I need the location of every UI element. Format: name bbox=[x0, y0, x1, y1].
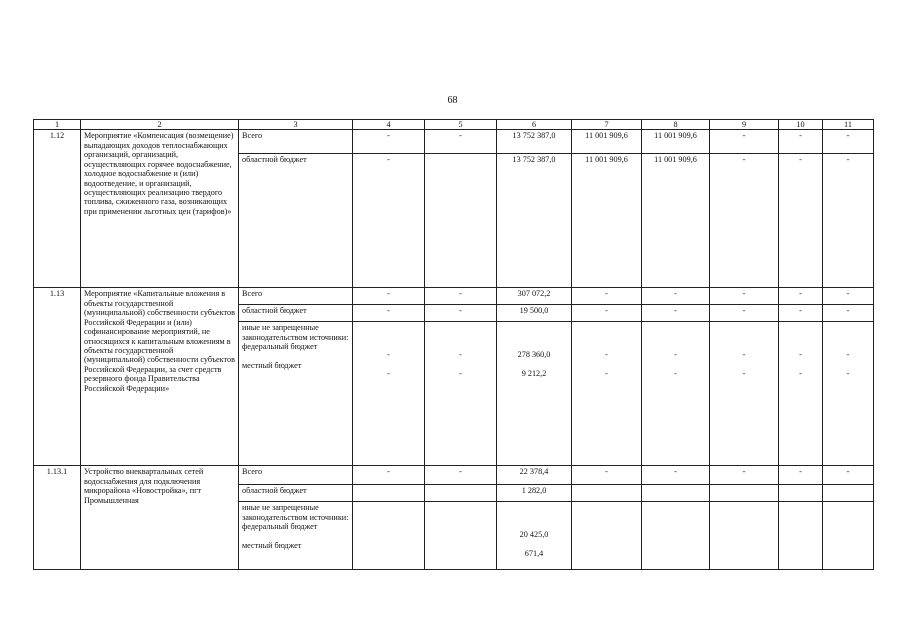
value-cell: - bbox=[353, 305, 425, 322]
value-cell: - bbox=[710, 288, 779, 305]
value-cell: - bbox=[642, 288, 710, 305]
source-label bbox=[239, 502, 353, 570]
financing-table bbox=[33, 119, 874, 570]
value-cell bbox=[823, 485, 874, 502]
value-cell: - bbox=[779, 154, 823, 288]
header-cell: 9 bbox=[710, 120, 779, 130]
source-label: областной бюджет bbox=[239, 305, 353, 322]
value-cell: - bbox=[425, 305, 497, 322]
value-cell: - bbox=[642, 466, 710, 485]
source-label: областной бюджет bbox=[239, 154, 353, 288]
local-label: местный бюджет bbox=[242, 360, 302, 370]
value-cell: - bbox=[425, 466, 497, 485]
value-cell: - bbox=[823, 154, 874, 288]
value-cell bbox=[823, 502, 874, 570]
header-cell: 11 bbox=[823, 120, 874, 130]
value-cell: 13 752 387,0 bbox=[497, 130, 572, 154]
local-label: местный бюджет bbox=[242, 540, 302, 550]
value-cell: - bbox=[823, 130, 874, 154]
value-cell: - bbox=[353, 288, 425, 305]
page-number: 68 bbox=[447, 95, 458, 106]
value-cell: 11 001 909,6 bbox=[572, 154, 642, 288]
other-sources-label: иные не запрещенные законодательством источники: bbox=[242, 323, 349, 342]
value-cell: - bbox=[779, 305, 823, 322]
source-label: Всего bbox=[239, 130, 353, 154]
value-cell: - - bbox=[572, 322, 642, 466]
value-cell: - bbox=[425, 288, 497, 305]
table-row bbox=[34, 288, 874, 305]
value-cell: - bbox=[779, 288, 823, 305]
other-sources-label: иные не запрещенные законодательством источники: bbox=[242, 503, 349, 522]
value-cell: - bbox=[710, 466, 779, 485]
value-cell bbox=[425, 154, 497, 288]
item-name: Мероприятие «Компенсация (возмещение) выпадающих доходов теплоснабжающих организаций, организаций, осуществляющих горячее водоснабжение, холодное водоснабжение и (или) водоотведение, и организаций, осуществляющих реализацию твердого топлива, сжиженного газа, возникающих при применении льготных цен (тарифов)» bbox=[81, 130, 239, 288]
value-cell: - bbox=[710, 154, 779, 288]
federal-label: федеральный бюджет bbox=[242, 342, 318, 352]
value-cell: - bbox=[642, 305, 710, 322]
header-cell: 3 bbox=[239, 120, 353, 130]
value-cell: - bbox=[779, 130, 823, 154]
value-cell: - bbox=[823, 305, 874, 322]
source-label bbox=[239, 322, 353, 466]
value-cell: - bbox=[353, 154, 425, 288]
value-cell bbox=[779, 485, 823, 502]
item-number: 1.13 bbox=[34, 288, 81, 466]
item-number: 1.12 bbox=[34, 130, 81, 288]
item-name: Мероприятие «Капитальные вложения в объекты государственной (муниципальной) собственности субъектов Российской Федерации и (или) софинансирование мероприятий, не относящихся к капитальным вложениям в объекты государственной (муниципальной) собственности субъектов Российской Федерации, за счет средств резервного фонда Правительства Российской Федерации» bbox=[81, 288, 239, 466]
header-cell: 7 bbox=[572, 120, 642, 130]
value-cell: - - bbox=[353, 322, 425, 466]
header-cell: 2 bbox=[81, 120, 239, 130]
value-cell: 20 425,0 671,4 bbox=[497, 502, 572, 570]
header-cell: 1 bbox=[34, 120, 81, 130]
value-cell: - bbox=[779, 466, 823, 485]
value-cell: 1 282,0 bbox=[497, 485, 572, 502]
value-cell bbox=[710, 485, 779, 502]
value-cell: - bbox=[572, 288, 642, 305]
value-cell: - - bbox=[642, 322, 710, 466]
value-cell: - - bbox=[425, 322, 497, 466]
value-cell bbox=[425, 502, 497, 570]
source-label: Всего bbox=[239, 288, 353, 305]
value-cell: 22 378,4 bbox=[497, 466, 572, 485]
value-cell: - bbox=[572, 305, 642, 322]
value-cell: 11 001 909,6 bbox=[572, 130, 642, 154]
value-cell bbox=[710, 502, 779, 570]
table-row bbox=[34, 130, 874, 154]
value-cell: - bbox=[425, 130, 497, 154]
value-cell bbox=[353, 485, 425, 502]
federal-label: федеральный бюджет bbox=[242, 522, 318, 532]
value-cell bbox=[642, 485, 710, 502]
item-name: Устройство внеквартальных сетей водоснабжения для подключения микрорайона «Новостройка», пгт Промышленная bbox=[81, 466, 239, 570]
value-cell bbox=[779, 502, 823, 570]
header-cell: 6 bbox=[497, 120, 572, 130]
header-cell: 4 bbox=[353, 120, 425, 130]
source-label: Всего bbox=[239, 466, 353, 485]
value-cell bbox=[425, 485, 497, 502]
value-cell: - bbox=[353, 130, 425, 154]
value-cell: - - bbox=[710, 322, 779, 466]
value-cell: 11 001 909,6 bbox=[642, 130, 710, 154]
value-cell bbox=[572, 502, 642, 570]
value-cell bbox=[353, 502, 425, 570]
value-cell bbox=[572, 485, 642, 502]
source-label: областной бюджет bbox=[239, 485, 353, 502]
value-cell: - bbox=[353, 466, 425, 485]
header-row bbox=[34, 120, 874, 130]
table-row bbox=[34, 466, 874, 485]
value-cell: 11 001 909,6 bbox=[642, 154, 710, 288]
value-cell: - bbox=[710, 305, 779, 322]
value-cell bbox=[642, 502, 710, 570]
value-cell: - bbox=[572, 466, 642, 485]
value-cell: 13 752 387,0 bbox=[497, 154, 572, 288]
value-cell: 307 072,2 bbox=[497, 288, 572, 305]
header-cell: 10 bbox=[779, 120, 823, 130]
value-cell: - bbox=[823, 288, 874, 305]
value-cell: 278 360,0 9 212,2 bbox=[497, 322, 572, 466]
value-cell: - bbox=[710, 130, 779, 154]
value-cell: - bbox=[823, 466, 874, 485]
value-cell: - - bbox=[823, 322, 874, 466]
header-cell: 5 bbox=[425, 120, 497, 130]
header-cell: 8 bbox=[642, 120, 710, 130]
value-cell: - - bbox=[779, 322, 823, 466]
value-cell: 19 500,0 bbox=[497, 305, 572, 322]
item-number: 1.13.1 bbox=[34, 466, 81, 570]
